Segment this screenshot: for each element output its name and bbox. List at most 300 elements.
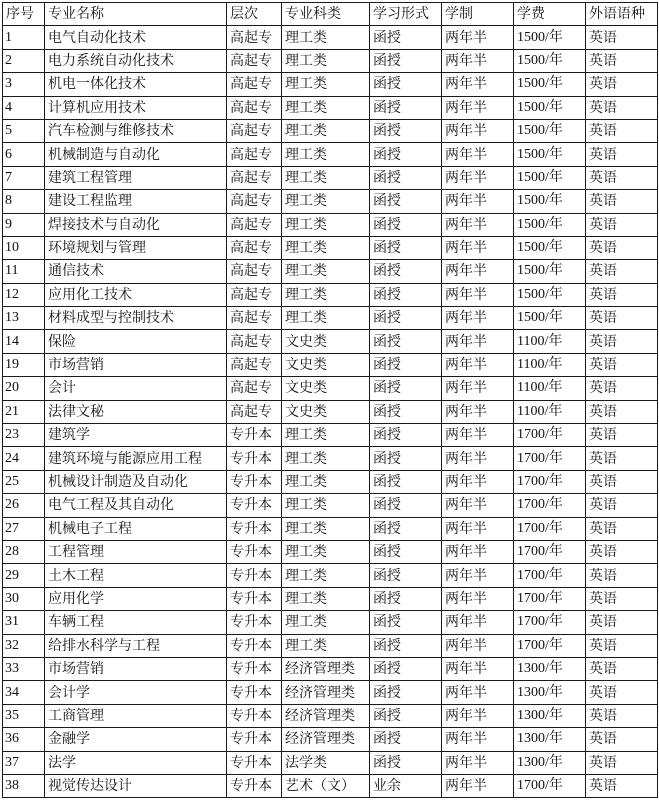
cell-major: 市场营销 [45,657,227,680]
cell-language: 英语 [586,260,658,283]
cell-level: 高起专 [227,283,282,306]
cell-category: 理工类 [282,540,370,563]
cell-category: 经济管理类 [282,704,370,727]
header-cell-duration: 学制 [442,3,514,26]
cell-level: 高起专 [227,96,282,119]
cell-language: 英语 [586,119,658,142]
cell-duration: 两年半 [442,236,514,259]
cell-fee: 1300/年 [514,681,586,704]
cell-level: 专升本 [227,470,282,493]
cell-index: 29 [3,564,45,587]
cell-study-mode: 函授 [370,213,442,236]
cell-language: 英语 [586,73,658,96]
cell-fee: 1700/年 [514,494,586,517]
cell-fee: 1700/年 [514,564,586,587]
cell-category: 理工类 [282,49,370,72]
cell-major: 车辆工程 [45,611,227,634]
cell-language: 英语 [586,774,658,797]
cell-index: 21 [3,400,45,423]
cell-index: 2 [3,49,45,72]
cell-level: 专升本 [227,424,282,447]
cell-study-mode: 函授 [370,587,442,610]
cell-major: 建筑学 [45,424,227,447]
cell-index: 32 [3,634,45,657]
cell-study-mode: 函授 [370,307,442,330]
cell-index: 27 [3,517,45,540]
cell-level: 专升本 [227,704,282,727]
cell-index: 24 [3,447,45,470]
cell-study-mode: 函授 [370,330,442,353]
table-row [3,704,658,727]
cell-language: 英语 [586,540,658,563]
cell-study-mode: 函授 [370,96,442,119]
cell-fee: 1100/年 [514,330,586,353]
cell-study-mode: 函授 [370,236,442,259]
cell-category: 文史类 [282,377,370,400]
cell-major: 建筑工程管理 [45,166,227,189]
header-cell-category: 专业科类 [282,3,370,26]
cell-major: 通信技术 [45,260,227,283]
cell-major: 土木工程 [45,564,227,587]
table-row [3,143,658,166]
cell-level: 高起专 [227,400,282,423]
cell-fee: 1100/年 [514,377,586,400]
cell-category: 理工类 [282,587,370,610]
cell-index: 11 [3,260,45,283]
cell-index: 33 [3,657,45,680]
header-cell-study-mode: 学习形式 [370,3,442,26]
cell-level: 专升本 [227,517,282,540]
table-row [3,377,658,400]
cell-major: 市场营销 [45,353,227,376]
cell-level: 专升本 [227,751,282,774]
cell-duration: 两年半 [442,447,514,470]
cell-duration: 两年半 [442,26,514,49]
header-cell-level: 层次 [227,3,282,26]
cell-fee: 1500/年 [514,283,586,306]
cell-level: 高起专 [227,26,282,49]
cell-fee: 1300/年 [514,751,586,774]
header-cell-index: 序号 [3,3,45,26]
cell-fee: 1500/年 [514,26,586,49]
cell-duration: 两年半 [442,260,514,283]
table-row [3,283,658,306]
table-row [3,190,658,213]
cell-fee: 1700/年 [514,447,586,470]
cell-major: 材料成型与控制技术 [45,307,227,330]
cell-fee: 1700/年 [514,540,586,563]
cell-study-mode: 函授 [370,517,442,540]
cell-level: 专升本 [227,657,282,680]
cell-duration: 两年半 [442,424,514,447]
cell-level: 高起专 [227,73,282,96]
cell-level: 高起专 [227,330,282,353]
cell-duration: 两年半 [442,49,514,72]
table-row [3,564,658,587]
cell-language: 英语 [586,166,658,189]
table-row [3,26,658,49]
cell-major: 工程管理 [45,540,227,563]
cell-language: 英语 [586,400,658,423]
cell-fee: 1100/年 [514,353,586,376]
cell-level: 专升本 [227,681,282,704]
table-row [3,236,658,259]
cell-category: 理工类 [282,143,370,166]
cell-level: 专升本 [227,774,282,797]
cell-level: 高起专 [227,213,282,236]
cell-major: 建筑环境与能源应用工程 [45,447,227,470]
major-table [2,2,658,798]
cell-major: 计算机应用技术 [45,96,227,119]
table-row [3,751,658,774]
cell-category: 法学类 [282,751,370,774]
cell-index: 19 [3,353,45,376]
cell-language: 英语 [586,353,658,376]
cell-level: 高起专 [227,307,282,330]
cell-category: 理工类 [282,424,370,447]
table-row [3,260,658,283]
cell-major: 法律文秘 [45,400,227,423]
cell-duration: 两年半 [442,611,514,634]
cell-level: 专升本 [227,494,282,517]
cell-fee: 1500/年 [514,190,586,213]
table-row [3,517,658,540]
cell-fee: 1700/年 [514,611,586,634]
table-row [3,494,658,517]
cell-fee: 1500/年 [514,49,586,72]
cell-study-mode: 函授 [370,424,442,447]
cell-index: 37 [3,751,45,774]
cell-fee: 1700/年 [514,587,586,610]
table-row [3,774,658,797]
cell-fee: 1700/年 [514,517,586,540]
cell-index: 26 [3,494,45,517]
cell-fee: 1500/年 [514,96,586,119]
cell-major: 电气工程及其自动化 [45,494,227,517]
cell-study-mode: 函授 [370,494,442,517]
table-row [3,119,658,142]
cell-category: 理工类 [282,190,370,213]
cell-duration: 两年半 [442,494,514,517]
cell-fee: 1500/年 [514,73,586,96]
cell-language: 英语 [586,213,658,236]
cell-fee: 1500/年 [514,166,586,189]
cell-duration: 两年半 [442,143,514,166]
cell-category: 理工类 [282,236,370,259]
cell-index: 36 [3,728,45,751]
cell-study-mode: 函授 [370,283,442,306]
cell-category: 理工类 [282,447,370,470]
cell-level: 高起专 [227,49,282,72]
table-row [3,96,658,119]
cell-fee: 1500/年 [514,119,586,142]
cell-index: 23 [3,424,45,447]
cell-level: 高起专 [227,353,282,376]
cell-language: 英语 [586,657,658,680]
cell-index: 25 [3,470,45,493]
cell-level: 高起专 [227,190,282,213]
cell-study-mode: 函授 [370,49,442,72]
cell-major: 法学 [45,751,227,774]
cell-study-mode: 函授 [370,73,442,96]
cell-study-mode: 函授 [370,611,442,634]
cell-language: 英语 [586,283,658,306]
cell-study-mode: 函授 [370,377,442,400]
cell-category: 经济管理类 [282,681,370,704]
cell-index: 30 [3,587,45,610]
table-row [3,587,658,610]
cell-study-mode: 函授 [370,260,442,283]
cell-category: 理工类 [282,260,370,283]
cell-study-mode: 函授 [370,447,442,470]
table-body [3,26,658,798]
cell-category: 理工类 [282,470,370,493]
cell-category: 理工类 [282,26,370,49]
cell-fee: 1300/年 [514,657,586,680]
cell-fee: 1500/年 [514,143,586,166]
cell-index: 10 [3,236,45,259]
cell-major: 工商管理 [45,704,227,727]
cell-level: 专升本 [227,634,282,657]
cell-major: 汽车检测与维修技术 [45,119,227,142]
cell-major: 电力系统自动化技术 [45,49,227,72]
header-cell-language: 外语语种 [586,3,658,26]
cell-fee: 1500/年 [514,236,586,259]
cell-index: 6 [3,143,45,166]
cell-duration: 两年半 [442,400,514,423]
cell-fee: 1500/年 [514,307,586,330]
cell-major: 建设工程监理 [45,190,227,213]
table-row [3,611,658,634]
cell-level: 专升本 [227,587,282,610]
cell-duration: 两年半 [442,377,514,400]
table-row [3,307,658,330]
cell-study-mode: 函授 [370,353,442,376]
table-row [3,166,658,189]
table-row [3,213,658,236]
table-row [3,470,658,493]
cell-language: 英语 [586,190,658,213]
cell-category: 经济管理类 [282,657,370,680]
cell-category: 经济管理类 [282,728,370,751]
cell-category: 理工类 [282,166,370,189]
cell-duration: 两年半 [442,634,514,657]
cell-duration: 两年半 [442,517,514,540]
cell-category: 文史类 [282,353,370,376]
cell-language: 英语 [586,96,658,119]
cell-language: 英语 [586,634,658,657]
cell-study-mode: 函授 [370,400,442,423]
cell-duration: 两年半 [442,564,514,587]
cell-language: 英语 [586,517,658,540]
cell-index: 3 [3,73,45,96]
cell-major: 应用化工技术 [45,283,227,306]
cell-major: 机械电子工程 [45,517,227,540]
table-row [3,681,658,704]
table-row [3,540,658,563]
cell-level: 专升本 [227,564,282,587]
cell-duration: 两年半 [442,307,514,330]
cell-category: 理工类 [282,119,370,142]
cell-level: 专升本 [227,728,282,751]
cell-category: 理工类 [282,517,370,540]
cell-study-mode: 业余 [370,774,442,797]
header-cell-fee: 学费 [514,3,586,26]
cell-major: 焊接技术与自动化 [45,213,227,236]
table-row [3,353,658,376]
table-row [3,424,658,447]
cell-category: 艺术（文） [282,774,370,797]
cell-study-mode: 函授 [370,540,442,563]
cell-language: 英语 [586,564,658,587]
cell-index: 34 [3,681,45,704]
cell-index: 28 [3,540,45,563]
cell-category: 理工类 [282,564,370,587]
cell-index: 5 [3,119,45,142]
header-cell-major: 专业名称 [45,3,227,26]
cell-index: 20 [3,377,45,400]
cell-major: 应用化学 [45,587,227,610]
cell-language: 英语 [586,236,658,259]
cell-duration: 两年半 [442,283,514,306]
cell-language: 英语 [586,751,658,774]
cell-duration: 两年半 [442,657,514,680]
cell-study-mode: 函授 [370,681,442,704]
cell-index: 1 [3,26,45,49]
cell-level: 专升本 [227,540,282,563]
cell-fee: 1300/年 [514,704,586,727]
cell-index: 31 [3,611,45,634]
cell-major: 机械制造与自动化 [45,143,227,166]
cell-study-mode: 函授 [370,190,442,213]
cell-duration: 两年半 [442,96,514,119]
cell-language: 英语 [586,728,658,751]
table-row [3,657,658,680]
cell-major: 机电一体化技术 [45,73,227,96]
cell-major: 机械设计制造及自动化 [45,470,227,493]
cell-level: 专升本 [227,447,282,470]
cell-fee: 1500/年 [514,260,586,283]
cell-study-mode: 函授 [370,751,442,774]
cell-category: 文史类 [282,330,370,353]
cell-level: 高起专 [227,260,282,283]
cell-category: 理工类 [282,634,370,657]
cell-language: 英语 [586,377,658,400]
cell-study-mode: 函授 [370,564,442,587]
cell-study-mode: 函授 [370,119,442,142]
table-row [3,49,658,72]
cell-index: 4 [3,96,45,119]
cell-language: 英语 [586,447,658,470]
cell-major: 会计学 [45,681,227,704]
cell-index: 8 [3,190,45,213]
cell-language: 英语 [586,307,658,330]
cell-duration: 两年半 [442,213,514,236]
cell-major: 保险 [45,330,227,353]
cell-index: 38 [3,774,45,797]
cell-study-mode: 函授 [370,26,442,49]
cell-level: 高起专 [227,377,282,400]
cell-duration: 两年半 [442,540,514,563]
cell-level: 高起专 [227,166,282,189]
cell-category: 理工类 [282,213,370,236]
cell-index: 35 [3,704,45,727]
cell-language: 英语 [586,143,658,166]
cell-language: 英语 [586,470,658,493]
cell-duration: 两年半 [442,681,514,704]
cell-category: 理工类 [282,73,370,96]
cell-duration: 两年半 [442,119,514,142]
cell-major: 会计 [45,377,227,400]
cell-level: 高起专 [227,236,282,259]
table-row [3,634,658,657]
cell-language: 英语 [586,611,658,634]
cell-index: 14 [3,330,45,353]
cell-level: 高起专 [227,119,282,142]
cell-duration: 两年半 [442,73,514,96]
cell-major: 电气自动化技术 [45,26,227,49]
cell-language: 英语 [586,330,658,353]
cell-duration: 两年半 [442,751,514,774]
cell-language: 英语 [586,424,658,447]
cell-language: 英语 [586,49,658,72]
cell-level: 高起专 [227,143,282,166]
cell-duration: 两年半 [442,330,514,353]
cell-study-mode: 函授 [370,634,442,657]
table-row [3,447,658,470]
cell-fee: 1500/年 [514,213,586,236]
cell-level: 专升本 [227,611,282,634]
table-row [3,330,658,353]
cell-major: 金融学 [45,728,227,751]
cell-duration: 两年半 [442,470,514,493]
cell-duration: 两年半 [442,166,514,189]
cell-study-mode: 函授 [370,143,442,166]
cell-duration: 两年半 [442,353,514,376]
cell-study-mode: 函授 [370,470,442,493]
cell-duration: 两年半 [442,587,514,610]
cell-duration: 两年半 [442,190,514,213]
cell-index: 7 [3,166,45,189]
cell-index: 13 [3,307,45,330]
cell-fee: 1700/年 [514,774,586,797]
cell-index: 9 [3,213,45,236]
cell-study-mode: 函授 [370,704,442,727]
cell-language: 英语 [586,587,658,610]
cell-study-mode: 函授 [370,728,442,751]
cell-category: 理工类 [282,283,370,306]
cell-duration: 两年半 [442,774,514,797]
table-row [3,728,658,751]
cell-fee: 1300/年 [514,728,586,751]
cell-fee: 1700/年 [514,634,586,657]
cell-category: 理工类 [282,307,370,330]
cell-major: 环境规划与管理 [45,236,227,259]
table-row [3,73,658,96]
header-row [3,3,658,26]
cell-language: 英语 [586,494,658,517]
cell-category: 文史类 [282,400,370,423]
cell-language: 英语 [586,26,658,49]
cell-major: 视觉传达设计 [45,774,227,797]
cell-fee: 1100/年 [514,400,586,423]
cell-duration: 两年半 [442,728,514,751]
cell-fee: 1700/年 [514,470,586,493]
cell-language: 英语 [586,704,658,727]
cell-major: 给排水科学与工程 [45,634,227,657]
cell-fee: 1700/年 [514,424,586,447]
cell-study-mode: 函授 [370,657,442,680]
